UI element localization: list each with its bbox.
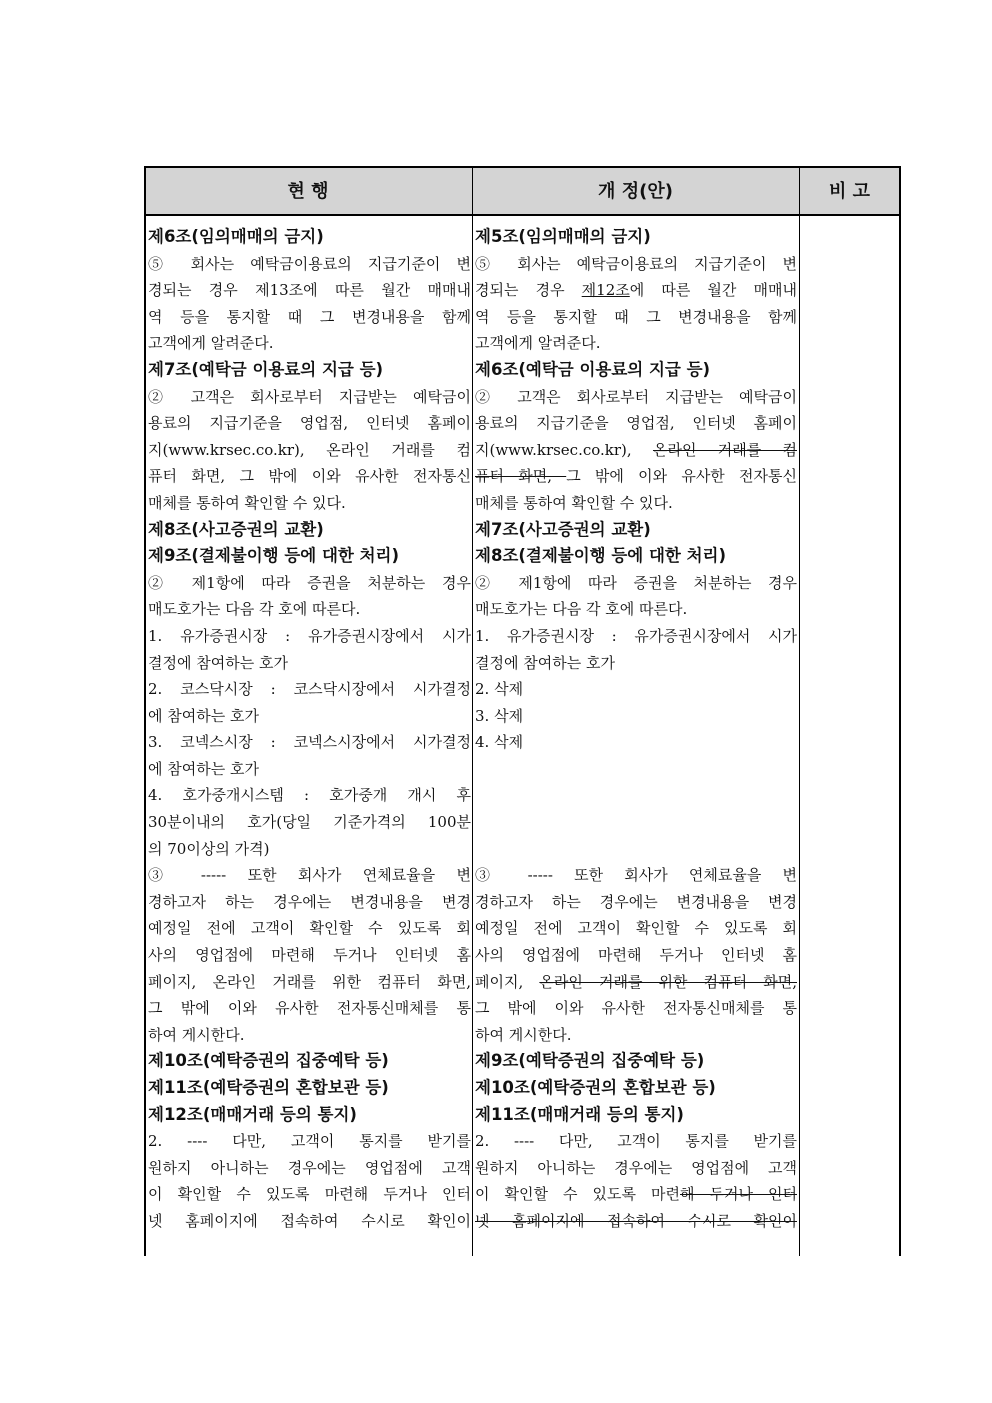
text-line: 결정에 참여하는 호가 [475,653,615,672]
column-divider [799,166,800,1256]
text-line: ② 제1항에 따라 증권을 처분하는 경우 [148,573,471,592]
table-border-right [899,166,901,1256]
text-line: 2. ---- 다만, 고객이 통지를 받기를 [148,1132,471,1151]
text-line: 2. ---- 다만, 고객이 통지를 받기를 [475,1132,797,1151]
text-line: 하여 게시한다. [148,1025,245,1044]
article-title: 제5조(임의매매의 금지) [475,227,651,246]
header-current: 현 행 [287,181,329,202]
article-title: 제8조(결제불이행 등에 대한 처리) [475,546,727,566]
spacer [475,782,797,809]
text-line: 의 70이상의 가격) [148,839,270,858]
text-line: 용료의 지급기준을 영업점, 인터넷 홈페이 [475,414,797,433]
spacer [475,756,797,783]
text-segment: 경되는 경우 [475,281,582,300]
text-line [475,1181,797,1208]
text-line [475,437,797,464]
header-revised: 개 정(안) [598,181,673,202]
deleted-text-line: 넷 홈페이지에 접속하여 수시로 확인이 [475,1211,797,1230]
text-line: 용료의 지급기준을 영업점, 인터넷 홈페이 [148,414,471,433]
text-line: 그 밖에 이와 유사한 전자통신매체를 통 [475,999,797,1018]
text-segment: 에 따른 월간 매매내 [629,281,797,300]
article-title: 제11조(매매거래 등의 통지) [475,1104,684,1124]
current-column [148,224,471,1235]
text-line: 1. 유가증권시장 : 유가증권시장에서 시가 [148,626,471,645]
article-title: 제11조(예탁증권의 혼합보관 등) [148,1078,389,1097]
text-line: 넷 홈페이지에 접속하여 수시로 확인이 [148,1211,471,1230]
text-line: 이 확인할 수 있도록 마련해 두거나 인터 [148,1185,471,1204]
text-line: 원하지 아니하는 경우에는 영업점에 고객 [148,1158,471,1177]
article-title: 제6조(예탁금 이용료의 지급 등) [475,359,711,379]
text-line: 원하지 아니하는 경우에는 영업점에 고객 [475,1158,797,1177]
text-line: 퓨터 화면, 그 밖에 이와 유사한 전자통신 [148,467,471,486]
text-line: ② 고객은 회사로부터 지급받는 예탁금이 [475,387,797,406]
article-title: 제6조(임의매매의 금지) [148,227,324,246]
deleted-text: 퓨터 화면, [475,467,567,486]
text-line: 2. 코스닥시장 : 코스닥시장에서 시가결정 [148,680,471,699]
spacer [475,836,797,863]
table-border-top [144,166,901,168]
text-line: 에 참여하는 호가 [148,706,259,725]
text-line: 30분이내의 호가(당일 기준가격의 100분 [148,813,471,832]
article-title: 제10조(예탁증권의 집중예탁 등) [148,1051,389,1071]
text-line: 페이지, 온라인 거래를 위한 컴퓨터 화면, [148,972,471,991]
amended-text: 제12조 [581,281,630,300]
text-line: 4. 삭제 [475,733,524,752]
text-line: 3. 삭제 [475,706,524,725]
table-header [144,166,901,216]
text-line: 매도호가는 다음 각 호에 따른다. [148,600,361,619]
text-line: 사의 영업점에 마련해 두거나 인터넷 홈 [148,946,471,965]
text-line: 결정에 참여하는 호가 [148,653,288,672]
text-line: 에 참여하는 호가 [148,759,259,778]
text-line: 1. 유가증권시장 : 유가증권시장에서 시가 [475,626,797,645]
text-line: 하여 게시한다. [475,1025,572,1044]
article-title: 제9조(예탁증권의 집중예탁 등) [475,1051,705,1071]
text-line: 고객에게 알려준다. [148,334,274,353]
text-line: 예정일 전에 고객이 확인할 수 있도록 회 [475,919,797,938]
text-line: 역 등을 통지할 때 그 변경내용을 함께 [475,307,797,326]
deleted-text: 온라인 거래를 위한 컴퓨터 화면, [539,972,797,991]
text-line: 4. 호가중개시스템 : 호가중개 개시 후 [148,786,471,805]
article-title: 제9조(결제불이행 등에 대한 처리) [148,546,400,566]
header-remarks: 비 고 [828,181,871,202]
text-line: ⑤ 회사는 예탁금이용료의 지급기준이 변 [148,254,471,273]
article-title: 제8조(사고증권의 교환) [148,519,324,539]
text-line: 매체를 통하여 확인할 수 있다. [475,493,673,512]
text-line: 예정일 전에 고객이 확인할 수 있도록 회 [148,919,471,938]
text-line: ③ ----- 또한 회사가 연체료율을 변 [148,866,471,885]
text-line: 매도호가는 다음 각 호에 따른다. [475,600,688,619]
article-title: 제7조(예탁금 이용료의 지급 등) [148,359,384,379]
table-border-left [144,166,146,1256]
text-segment: 그 밖에 이와 유사한 전자통신 [566,467,797,486]
text-line: 고객에게 알려준다. [475,334,601,353]
article-title: 제12조(매매거래 등의 통지) [148,1104,357,1124]
text-line: 3. 코넥스시장 : 코넥스시장에서 시가결정 [148,733,471,752]
text-line [475,463,797,490]
spacer [475,809,797,836]
text-line: ③ ----- 또한 회사가 연체료율을 변 [475,866,797,885]
deleted-text: 온라인 거래를 컴 [652,440,797,459]
text-line: 사의 영업점에 마련해 두거나 인터넷 홈 [475,946,797,965]
text-line: 경되는 경우 제13조에 따른 월간 매매내 [148,281,471,300]
article-title: 제7조(사고증권의 교환) [475,519,651,539]
text-line: ⑤ 회사는 예탁금이용료의 지급기준이 변 [475,254,797,273]
text-line: 경하고자 하는 경우에는 변경내용을 변경 [475,892,797,911]
revised-column [475,224,797,1235]
text-line: ② 고객은 회사로부터 지급받는 예탁금이 [148,387,471,406]
column-divider [472,166,473,1256]
comparison-table [144,166,901,1256]
text-line: 역 등을 통지할 때 그 변경내용을 함께 [148,307,471,326]
deleted-text: 해 두거나 인터 [680,1185,797,1204]
text-line [475,277,797,304]
text-segment: 지(www.krsec.co.kr), [475,440,653,459]
text-line [475,969,797,996]
text-line: 그 밖에 이와 유사한 전자통신매체를 통 [148,999,471,1018]
text-segment: 이 확인할 수 있도록 마련 [475,1185,680,1204]
text-line: 매체를 통하여 확인할 수 있다. [148,493,346,512]
text-segment: 페이지, [475,972,540,991]
text-line: 지(www.krsec.co.kr), 온라인 거래를 컴 [148,440,471,459]
article-title: 제10조(예탁증권의 혼합보관 등) [475,1078,716,1097]
text-line: 2. 삭제 [475,680,524,699]
text-line: 경하고자 하는 경우에는 변경내용을 변경 [148,892,471,911]
text-line: ② 제1항에 따라 증권을 처분하는 경우 [475,573,797,592]
